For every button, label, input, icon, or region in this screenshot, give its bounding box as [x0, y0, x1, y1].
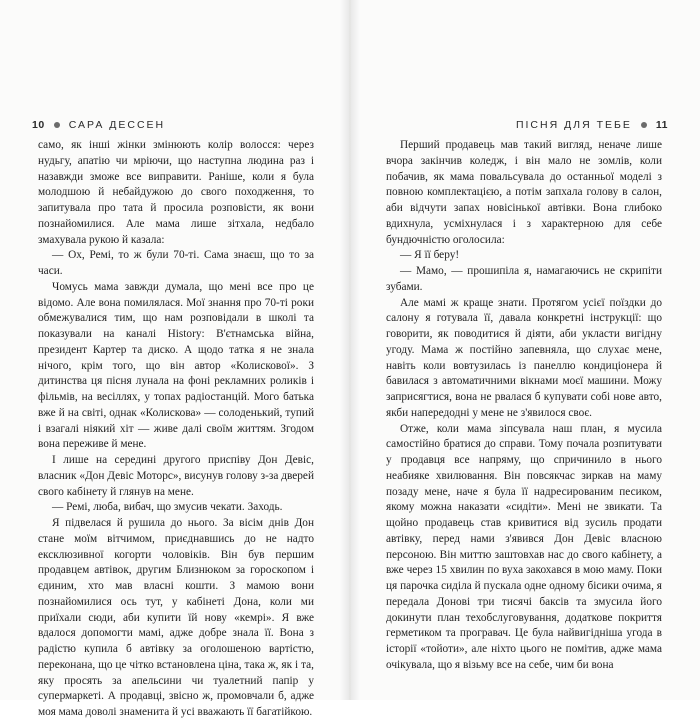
paragraph: само, як інші жінки змінюють колір волосся: через нудьгу, апатію чи мріючи, що наступна людина раз і назавжди зможе все виправити. Раніше, коли я була молодшою й небайдужою до свого походження, то запитувала про тата й просила розповісти, як вони познайомилися. Але мама лише зітхала, недбало змахувала рукою й казала:	[38, 139, 314, 246]
book-gutter	[340, 0, 360, 700]
author-name: САРА ДЕССЕН	[68, 119, 166, 131]
paragraph: — Я її беру!	[400, 249, 460, 262]
paragraph: Але мамі ж краще знати. Протягом усієї поїздки до салону я готувала її, давала конкретні інструкції: що говорити, як поводитися й діяти, аби укласти вигідну угоду. Мама ж постійно запевняла, що слухає мене, навіть коли вовтузилась із панеллю кондиціонера й бавилася з автоматичними вікнами моєї машини. Можу заприсягтися, вона не рвалася б купувати собі нове авто, якби напередодні у мене не з'явилося своє.	[386, 296, 662, 419]
right-page-text	[386, 138, 662, 674]
paragraph: Чомусь мама завжди думала, що мені все про це відомо. Але вона помилялася. Мої знання про 70-ті роки обмежувалися тим, що нам розповідали в школі та показували на каналі History: В'єтнамська війна, президент Картер та диско. А щодо татка я не знала нічого, крім того, що він автор «Колискової». З дитинства ця пісня лунала на фоні рекламних роликів і фільмів, на весіллях, у топах радіостанцій. Мого батька вже й на світі, однак «Колискова» — солоденький, тупий і взагалі ніякий хіт — живе далі своїм життям. Згодом вона переживе й мене.	[38, 280, 314, 451]
right-running-head	[516, 119, 668, 131]
left-running-head	[32, 119, 165, 131]
right-page-number: 11	[655, 119, 668, 131]
left-page-text	[38, 138, 314, 721]
paragraph: Отже, коли мама зіпсувала наш план, я мусила самостійно братися до справи. Тому почала розпитувати у продавця все напряму, що спричинило в нього неабияке хвилювання. Він повсякчас зиркав на маму позаду мене, наче я була її надресированим песиком, якому можна наказати «сидіти». Мені не звикати. Та щойно продавець став кривитися від зусиль продати автівку, перед нами з'явився Дон Девіс власною персоною. Він миттю заштовхав нас до свого кабінету, а вже через 15 хвилин по вуха закохався в мою маму. Поки ця парочка сиділа й пускала одне одному бісики очима, я передала Донові три тисячі баксів та змусила його докинути план техобслуговування, додаткове покриття герметиком та програвач. Це була найвигідніша угода в історії «тойоти», але ніхто цього не помітив, адже мама очікувала, що я візьму все на себе, чим би вона	[386, 422, 662, 671]
paragraph: — Ох, Ремі, то ж були 70-ті. Сама знаєш, що то за часи.	[38, 249, 314, 277]
paragraph: — Ремі, люба, вибач, що змусив чекати. Заходь.	[52, 501, 283, 514]
paragraph: І лише на середині другого приспіву Дон Девіс, власник «Дон Девіс Моторс», висунув голову з-за дверей свого кабінету й глянув на мене.	[38, 454, 314, 498]
paragraph: Я підвелася й рушила до нього. За вісім днів Дон стане моїм вітчимом, приєднавшись до не надто ексклюзивної когорти чоловіків. Він був першим продавцем автівок, другим Близнюком за гороскопом і єдиним, хто мав власні кошти. З мамою вони познайомилися ось тут, у кабінеті Дона, коли ми приїхали сюди, аби купити їй нову «кемрі». Я вже вдалося допомогти мамі, адже добре знала її. Вона з радістю купила б автівку за оголошеною вартістю, переконана, що це чітко встановлена ціна, така ж, як і та, яку просять за апельсини чи туалетний папір у супермаркеті. А продавці, звісно ж, промовчали б, адже моя мама доволі знаменита й усі вважають її багатійкою.	[38, 517, 314, 718]
paragraph: Перший продавець мав такий вигляд, неначе лише вчора закінчив коледж, і він мало не зомлів, коли побачив, як мама повальсувала до останньої моделі з повною комплектацією, а потім запхала голову в салон, аби відчути запах новісінької автівки. Вона глибоко вдихнула, усміхнулася і з характерною для себе бундючністю оголосила:	[386, 139, 662, 246]
paragraph: — Мамо, — прошипіла я, намагаючись не скрипіти зубами.	[386, 265, 662, 293]
bullet-dot-icon	[54, 122, 60, 128]
left-page-number: 10	[32, 119, 45, 131]
book-title: ПІСНЯ ДЛЯ ТЕБЕ	[515, 119, 632, 131]
bullet-dot-icon	[641, 122, 647, 128]
